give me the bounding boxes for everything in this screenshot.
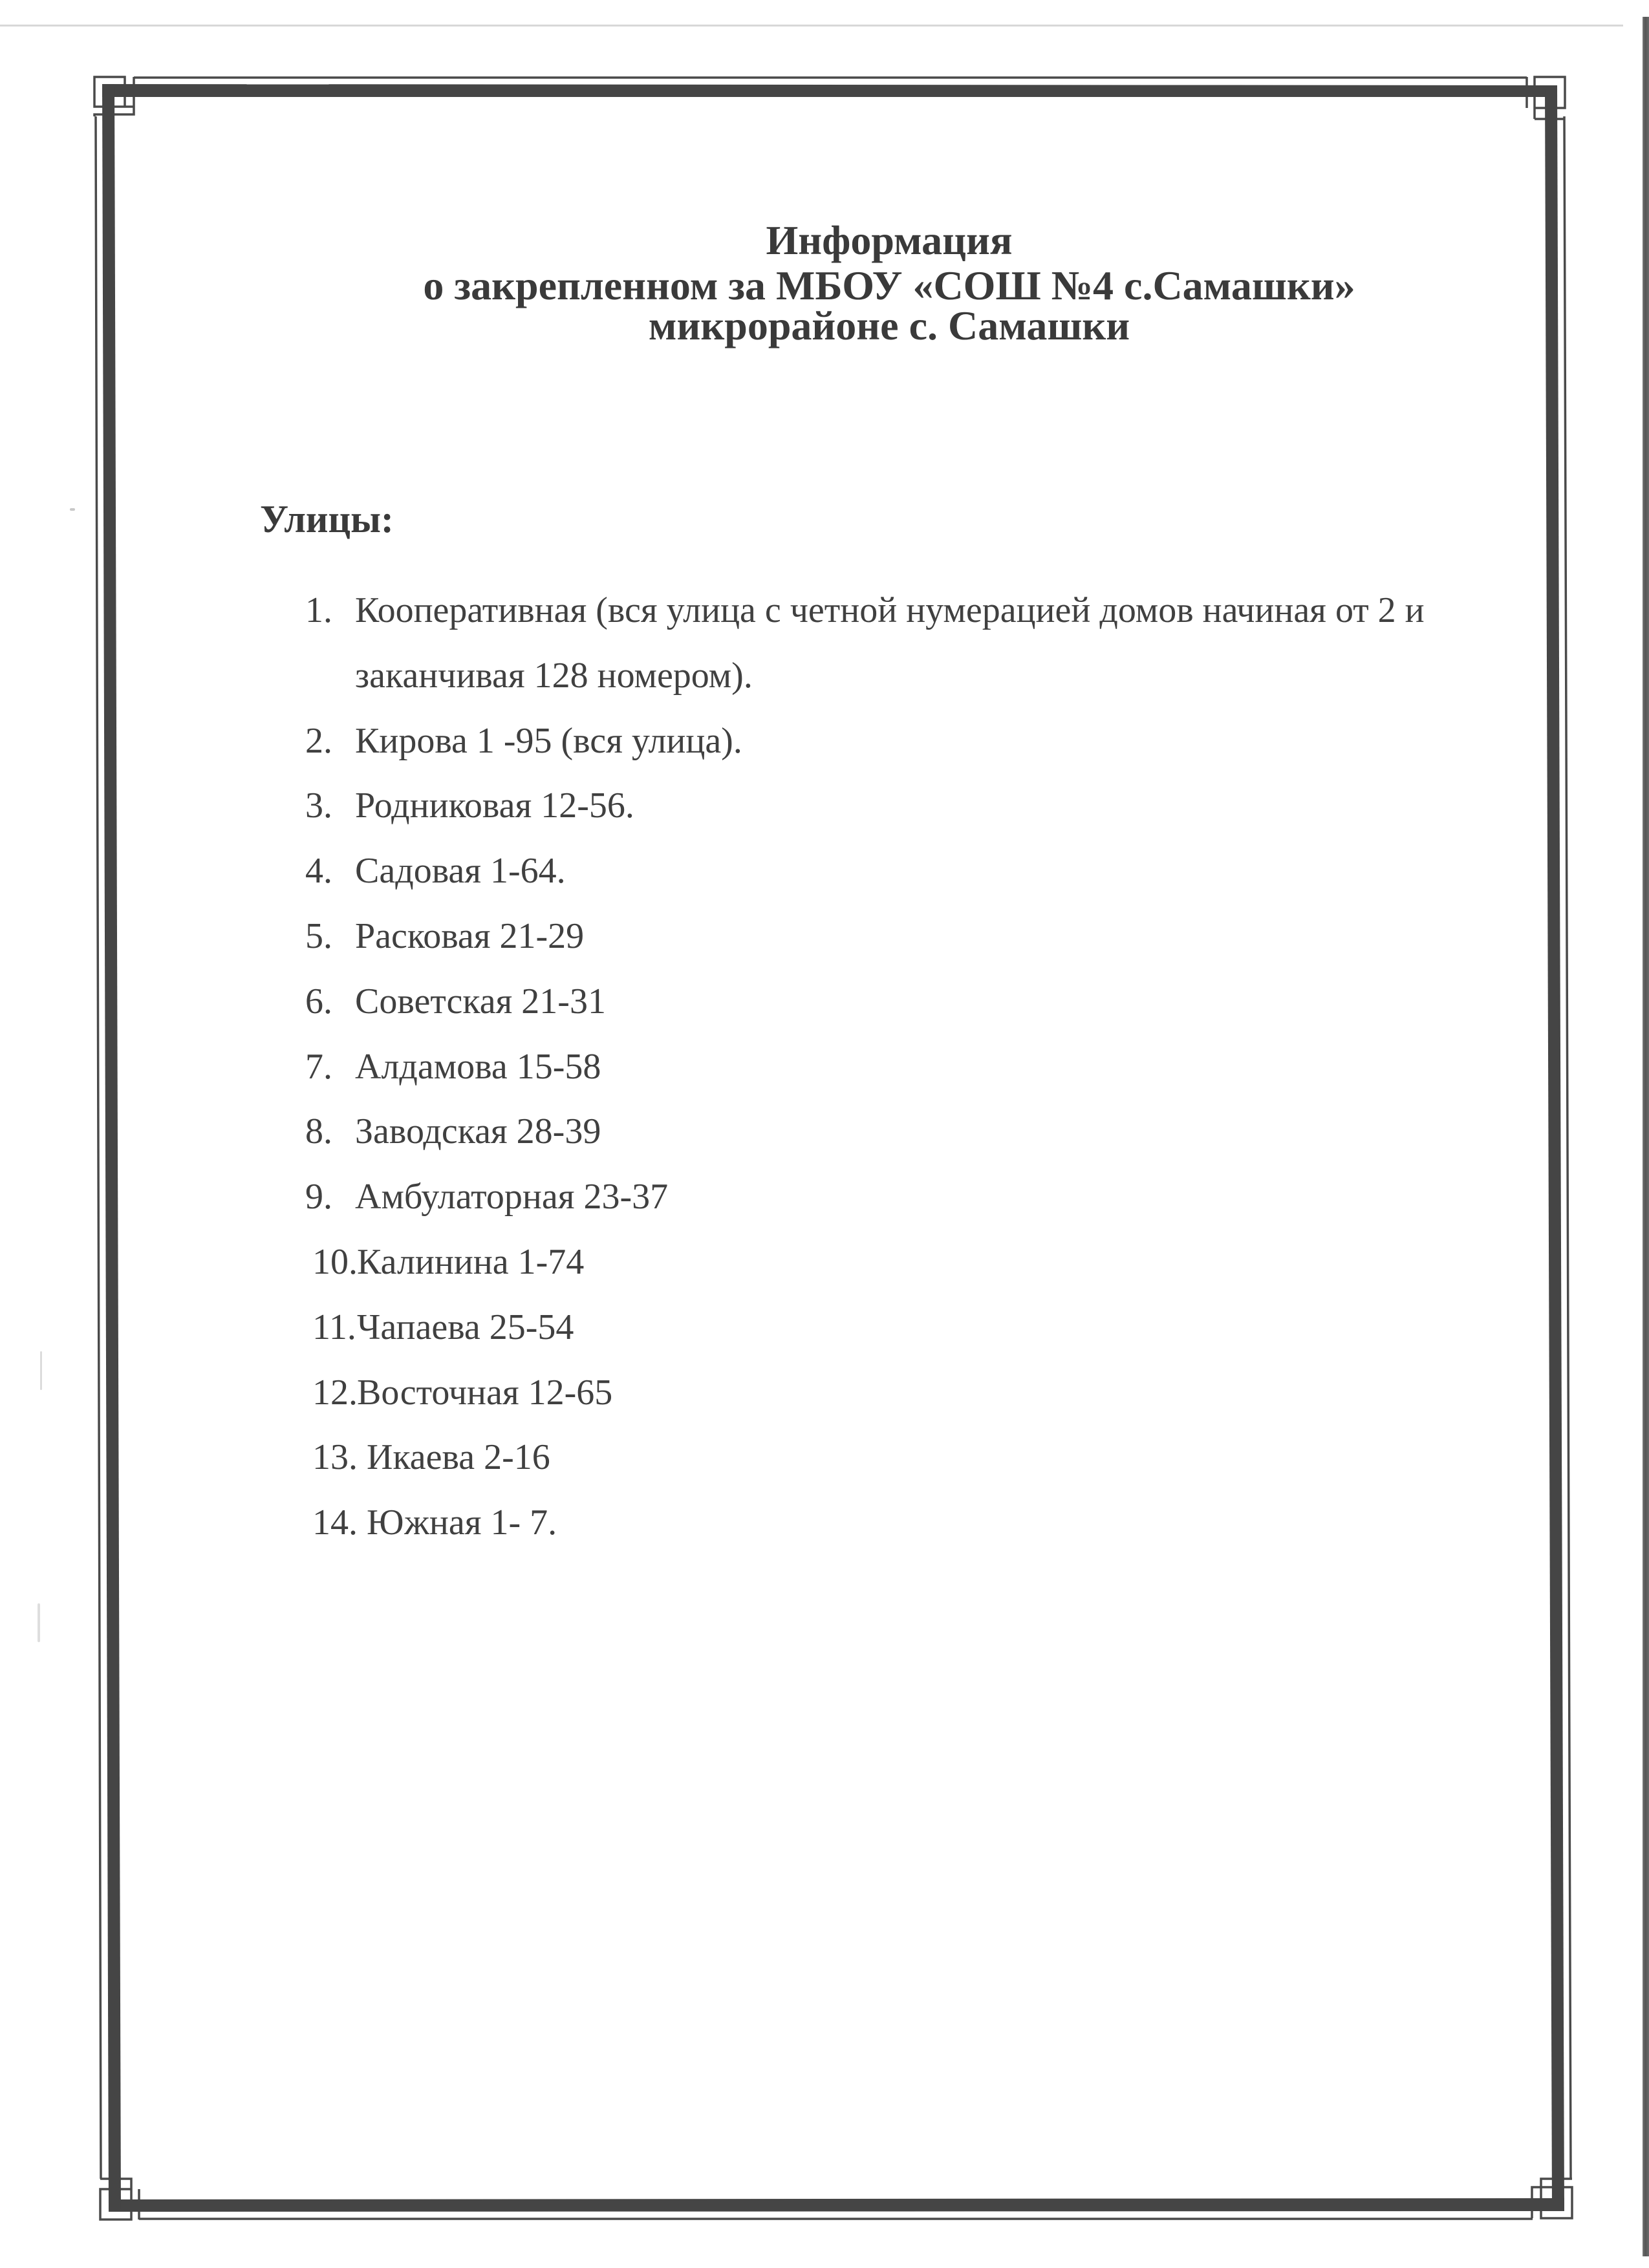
street-name: Алдамова 15-58: [355, 1046, 601, 1087]
corner-ornament-top-left: [94, 77, 134, 116]
street-name: Калинина 1-74: [357, 1242, 585, 1282]
list-item: [0, 773, 1649, 839]
list-item-number: 3.: [305, 786, 332, 826]
scan-speck: [70, 508, 75, 511]
street-name-continuation: заканчивая 128 номером).: [355, 655, 753, 696]
list-item: [0, 643, 1649, 709]
street-name: Амбулаторная 23-37: [355, 1177, 669, 1217]
street-name: Икаева 2-16: [367, 1437, 550, 1478]
list-item: [0, 1099, 1649, 1164]
street-name: Кирова 1 -95 (вся улица).: [355, 720, 742, 761]
list-item-number: 11.: [312, 1307, 356, 1347]
scan-speck: [38, 1603, 40, 1642]
corner-ornament-bottom-left: [100, 2179, 139, 2220]
title-line: Информация: [766, 217, 1013, 263]
list-item: [0, 578, 1649, 643]
list-item-number: 8.: [305, 1111, 332, 1152]
corner-ornament-bottom-right: [1532, 2179, 1572, 2218]
list-item: [0, 709, 1649, 774]
document-title: [362, 218, 1416, 348]
list-item-number: 10.: [312, 1242, 358, 1282]
list-item: [0, 1164, 1649, 1230]
title-line: о закрепленном за МБОУ «СОШ №4 с.Самашки»: [423, 262, 1355, 308]
list-item: [0, 1360, 1649, 1426]
list-item: [0, 1490, 1649, 1556]
list-item: [0, 839, 1649, 904]
list-item-number: 4.: [305, 851, 332, 892]
list-item-number: 6.: [305, 981, 332, 1022]
corner-ornament-top-right: [1527, 77, 1565, 119]
border-thick-top: [102, 84, 1557, 97]
street-name: Расковая 21-29: [355, 916, 585, 956]
list-item: [0, 1295, 1649, 1360]
list-item-number: 9.: [305, 1177, 332, 1217]
list-item-number: 7.: [305, 1046, 332, 1087]
street-name: Садовая 1-64.: [355, 851, 566, 892]
list-item-number: 5.: [305, 916, 332, 956]
title-line: микрорайоне с. Самашки: [648, 303, 1130, 348]
list-item: [0, 904, 1649, 969]
street-name: Кооперативная (вся улица с четной нумерацией домов начиная от 2 и: [355, 590, 1425, 630]
street-name: Чапаева 25-54: [357, 1307, 574, 1347]
list-item-number: 2.: [305, 720, 332, 761]
section-label-streets: Улицы:: [260, 498, 394, 540]
list-item-number: 14.: [312, 1503, 358, 1543]
list-item: [0, 1425, 1649, 1490]
border-thick-bottom: [109, 2198, 1564, 2212]
street-name: Родниковая 12-56.: [355, 786, 634, 826]
list-item-number: 1.: [305, 590, 332, 630]
scan-artifact-line: [0, 25, 1623, 27]
list-item: [0, 969, 1649, 1034]
street-name: Южная 1- 7.: [367, 1503, 557, 1543]
list-item-number: 13.: [312, 1437, 358, 1478]
street-name: Советская 21-31: [355, 981, 606, 1022]
list-item: [0, 1230, 1649, 1295]
list-item: [0, 1034, 1649, 1100]
list-item-number: 12.: [312, 1372, 358, 1413]
street-name: Заводская 28-39: [355, 1111, 601, 1152]
street-name: Восточная 12-65: [357, 1372, 613, 1413]
